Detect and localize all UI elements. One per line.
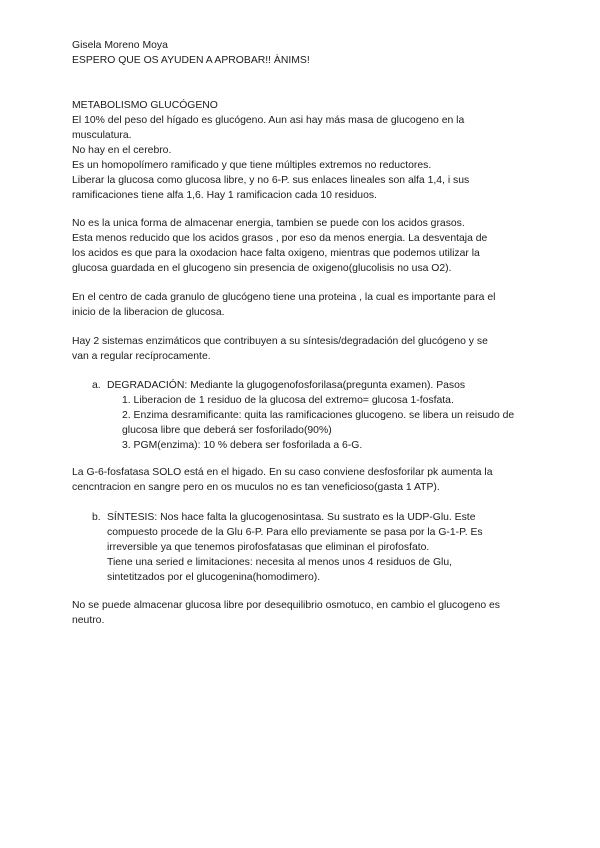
granule-paragraph <box>72 290 532 320</box>
list-item-sintesis <box>92 510 522 585</box>
systems-paragraph <box>72 334 532 364</box>
list-item-degradacion <box>92 378 522 453</box>
author-name: Gisela Moreno Moya <box>72 40 168 51</box>
list-marker: b. <box>92 512 101 523</box>
intro-section <box>72 98 532 203</box>
degradacion-steps <box>122 393 522 453</box>
energy-paragraph <box>72 216 532 276</box>
step-line: glucosa libre que deberá ser fosforilado(90%) <box>122 425 332 436</box>
paragraph-line: La G-6-fosfatasa SOLO está en el higado. En su caso conviene desfosforilar pk aumenta la <box>72 467 493 478</box>
paragraph-line: No es la unica forma de almacenar energia, tambien se puede con los acidos grasos. <box>72 218 465 229</box>
paragraph-line: sintetitzados por el glucogenina(homodimero). <box>107 572 321 583</box>
paragraph-line: Tiene una seried e limitaciones: necesita al menos unos 4 residuos de Glu, <box>107 557 453 568</box>
paragraph-line: glucosa guardada en el glucogeno sin presencia de oxigeno(glucolisis no usa O2). <box>72 263 452 274</box>
paragraph-line: No se puede almacenar glucosa libre por desequilibrio osmotuco, en cambio el glucogeno es <box>72 600 501 611</box>
paragraph-line: Esta menos reducido que los acidos grasos , por eso da menos energia. La desventaja de <box>72 233 488 244</box>
step-line: 2. Enzima desramificante: quita las ramificaciones glucogeno. se libera un reisudo de <box>122 410 515 421</box>
header-message: ESPERO QUE OS AYUDEN A APROBAR!! ÀNIMS! <box>72 55 310 66</box>
paragraph-line: inicio de la liberacion de glucosa. <box>72 307 225 318</box>
paragraph-line: los acidos es que para la oxodacion hace falta oxigeno, mientras que podemos utilizar la <box>72 248 480 259</box>
step-line: 1. Liberacion de 1 residuo de la glucosa del extremo= glucosa 1-fosfata. <box>122 395 454 406</box>
paragraph-line: Liberar la glucosa como glucosa libre, y no 6-P. sus enlaces lineales son alfa 1,4, i sus <box>72 175 470 186</box>
paragraph-line: Hay 2 sistemas enzimáticos que contribuyen a su síntesis/degradación del glucógeno y se <box>72 336 488 347</box>
document-title: METABOLISMO GLUCÓGENO <box>72 100 218 111</box>
paragraph-line: ramificaciones tiene alfa 1,6. Hay 1 ramificacion cada 10 residuos. <box>72 190 377 201</box>
paragraph-line: compuesto procede de la Glu 6-P. Para ello previamente se pasa por la G-1-P. Es <box>107 527 483 538</box>
paragraph-line: Es un homopolímero ramificado y que tiene múltiples extremos no reductores. <box>72 160 432 171</box>
paragraph-line: cencntracion en sangre pero en os muculos no es tan veneficioso(gasta 1 ATP). <box>72 482 440 493</box>
paragraph-line: El 10% del peso del hígado es glucógeno. Aun asi hay más masa de glucogeno en la <box>72 115 465 126</box>
paragraph-line: No hay en el cerebro. <box>72 145 172 156</box>
paragraph-line: musculatura. <box>72 130 132 141</box>
paragraph-line: En el centro de cada granulo de glucógeno tiene una proteina , la cual es importante para el <box>72 292 496 303</box>
g6-paragraph <box>72 465 532 495</box>
paragraph-line: SÍNTESIS: Nos hace falta la glucogenosintasa. Su sustrato es la UDP-Glu. Este <box>107 512 476 523</box>
paragraph-line: irreversible ya que tenemos pirofosfatasas que eliminan el pirofosfato. <box>107 542 430 553</box>
header-block <box>72 38 532 68</box>
paragraph-line: van a regular recíprocamente. <box>72 351 211 362</box>
paragraph-line: neutro. <box>72 615 105 626</box>
closing-paragraph <box>72 598 532 628</box>
list-marker: a. <box>92 380 101 391</box>
degradacion-heading: DEGRADACIÓN: Mediante la glugogenofosforilasa(pregunta examen). Pasos <box>107 380 466 391</box>
step-line: 3. PGM(enzima): 10 % debera ser fosforilada a 6-G. <box>122 440 363 451</box>
